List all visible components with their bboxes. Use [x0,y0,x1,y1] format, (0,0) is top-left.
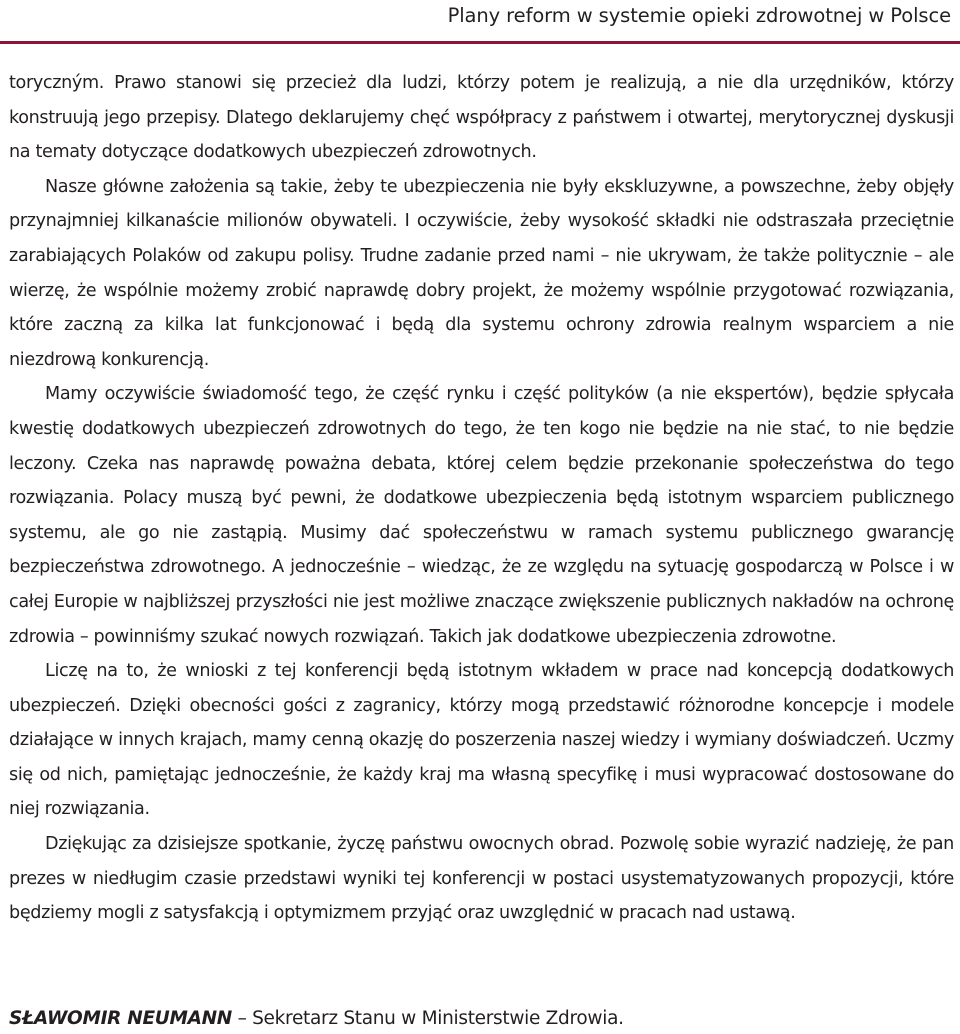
header-rule [0,41,960,44]
paragraph: Mamy oczywiście świadomość tego, że część rynku i część polityków (a nie ekspertów), będzie spłycała kwestię dodatkowych ubezpieczeń zdrowotnych do tego, że ten kogo nie będzie na nie stać, to nie będzie leczony. Czeka nas naprawdę poważna debata, której celem będzie przekonanie społeczeństwa do tego rozwiązania. Polacy muszą być pewni, że dodatkowe ubezpieczenia będą istotnym wsparciem publicznego systemu, ale go nie zastąpią. Musimy dać społeczeństwu w ramach systemu publicznego gwarancję bezpieczeństwa zdrowotnego. A jednocześnie – wiedząc, że ze względu na sytuację gospodarczą w Polsce i w całej Europie w najbliższej przyszłości nie jest możliwe znaczące zwiększenie publicznych nakładów na ochronę zdrowia – powinniśmy szukać nowych rozwiązań. Takich jak dodatkowe ubezpieczenia zdrowotne. [9,384,954,647]
signature-role: – Sekretarz Stanu w Ministerstwie Zdrowia. [232,1008,624,1029]
page-header [0,0,960,46]
paragraph-continuation: toryczným. Prawo stanowi się przecież dla ludzi, którzy potem je realizują, a nie dla urzędników, którzy konstruują jego przepisy. Dlatego deklarujemy chęć współpracy z państwem i otwartej, merytorycznej dyskusji na tematy dotyczące dodatkowych ubezpieczeń zdrowotnych. [9,73,954,163]
paragraph: Nasze główne założenia są takie, żeby te ubezpieczenia nie były ekskluzywne, a powszechne, żeby objęły przynajmniej kilkanaście milionów obywateli. I oczywiście, żeby wysokość składki nie odstraszała przeciętnie zarabiających Polaków od zakupu polisy. Trudne zadanie przed nami – nie ukrywam, że także politycznie – ale wierzę, że wspólnie możemy zrobić naprawdę dobry projekt, że możemy wspólnie przygotować rozwiązania, które zaczną za kilka lat funkcjonować i będą dla systemu ochrony zdrowia realnym wsparciem a nie niezdrową konkurencją. [9,176,954,370]
paragraph: Liczę na to, że wnioski z tej konferencji będą istotnym wkładem w prace nad koncepcją dodatkowych ubezpieczeń. Dzięki obecności gości z zagranicy, którzy mogą przedstawić różnorodne koncepcje i modele działające w innych krajach, mamy cenną okazję do poszerzenia naszej wiedzy i wymiany doświadczeń. Uczmy się od nich, pamiętając jednocześnie, że każdy kraj ma własną specyfikę i musi wypracować dostosowane do niej rozwiązania. [9,661,954,820]
running-header-title: Plany reform w systemie opieki zdrowotnej w Polsce [447,4,951,27]
article-body [9,66,954,931]
paragraph: Dziękując za dzisiejsze spotkanie, życzę państwu owocnych obrad. Pozwolę sobie wyrazić nadzieję, że pan prezes w niedługim czasie przedstawi wyniki tej konferencji w postaci usystematyzowanych propozycji, które będziemy mogli z satysfakcją i optymizmem przyjąć oraz uwzględnić w pracach nad ustawą. [9,834,954,924]
signature-line [9,1004,624,1034]
signature-name: SŁAWOMIR NEUMANN [9,1008,232,1029]
